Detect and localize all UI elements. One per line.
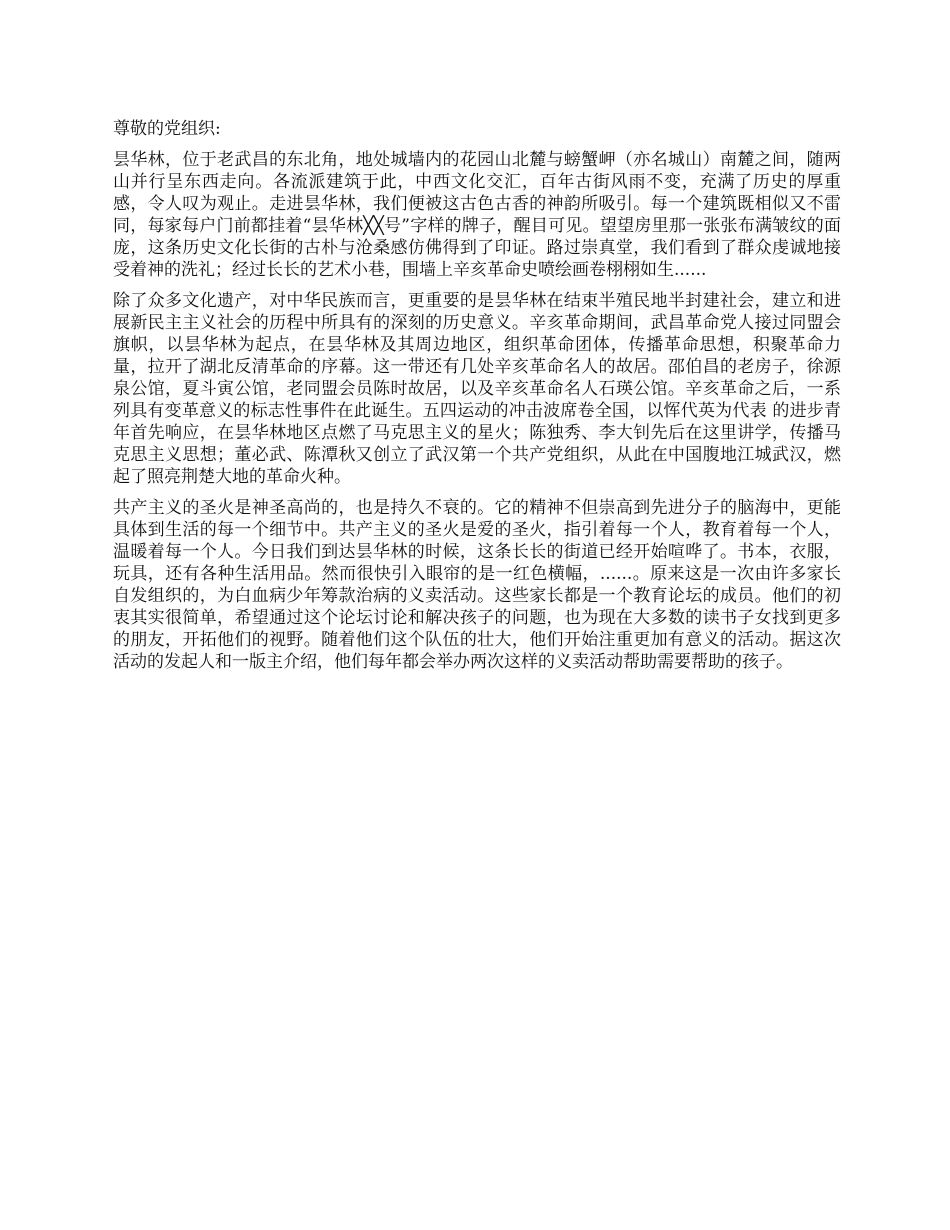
paragraph-3: 共产主义的圣火是神圣高尚的，也是持久不衰的。它的精神不但崇高到先进分子的脑海中，更能具体到生活的每一个细节中。共产主义的圣火是爱的圣火，指引着每一个人，教育着每一个人，温暖着每一个人。今日我们到达昙华林的时候，这条长长的街道已经开始喧哗了。书本，衣服，玩具，还有各种生活用品。然而很快引入眼帘的是一红色横幅，......。原来这是一次由许多家长自发组织的，为白血病少年筹款治病的义卖活动。这些家长都是一个教育论坛的成员。他们的初衷其实很简单，希望通过这个论坛讨论和解决孩子的问题，也为现在大多数的读书子女找到更多的朋友，开拓他们的视野。随着他们这个队伍的壮大，他们开始注重更加有意义的活动。据这次活动的发起人和一版主介绍，他们每年都会举办两次这样的义卖活动帮助需要帮助的孩子。 (113, 498, 841, 672)
paragraph-1: 昙华林，位于老武昌的东北角，地处城墙内的花园山北麓与螃蟹岬（亦名城山）南麓之间，随两山并行呈东西走向。各流派建筑于此，中西文化交汇，百年古街风雨不变，充满了历史的厚重感，令人叹为观止。走进昙华林，我们便被这古色古香的神韵所吸引。每一个建筑既相似又不雷同，每家每户门前都挂着“昙华林╳╳号”字样的牌子，醒目可见。望望房里那一张张布满皱纹的面庞，这条历史文化长街的古朴与沧桑感仿佛得到了印证。路过崇真堂，我们看到了群众虔诚地接受着神的洗礼；经过长长的艺术小巷，围墙上辛亥革命史喷绘画卷栩栩如生...... (113, 150, 841, 280)
document-page (113, 118, 841, 682)
paragraph-2: 除了众多文化遗产，对中华民族而言，更重要的是昙华林在结束半殖民地半封建社会，建立和进展新民主主义社会的历程中所具有的深刻的历史意义。辛亥革命期间，武昌革命党人接过同盟会旗帜，以昙华林为起点，在昙华林及其周边地区，组织革命团体，传播革命思想，积聚革命力量，拉开了湖北反清革命的序幕。这一带还有几处辛亥革命名人的故居。邵伯昌的老房子，徐源泉公馆，夏斗寅公馆，老同盟会员陈时故居，以及辛亥革命名人石瑛公馆。辛亥革命之后，一系列具有变革意义的标志性事件在此诞生。五四运动的冲击波席卷全国，以恽代英为代表 的进步青年首先响应，在昙华林地区点燃了马克思主义的星火；陈独秀、李大钊先后在这里讲学，传播马克思主义思想；董必武、陈潭秋又创立了武汉第一个共产党组织，从此在中国腹地江城武汉，燃起了照亮荆楚大地的革命火种。 (113, 291, 841, 487)
salutation: 尊敬的党组织: (113, 119, 221, 139)
